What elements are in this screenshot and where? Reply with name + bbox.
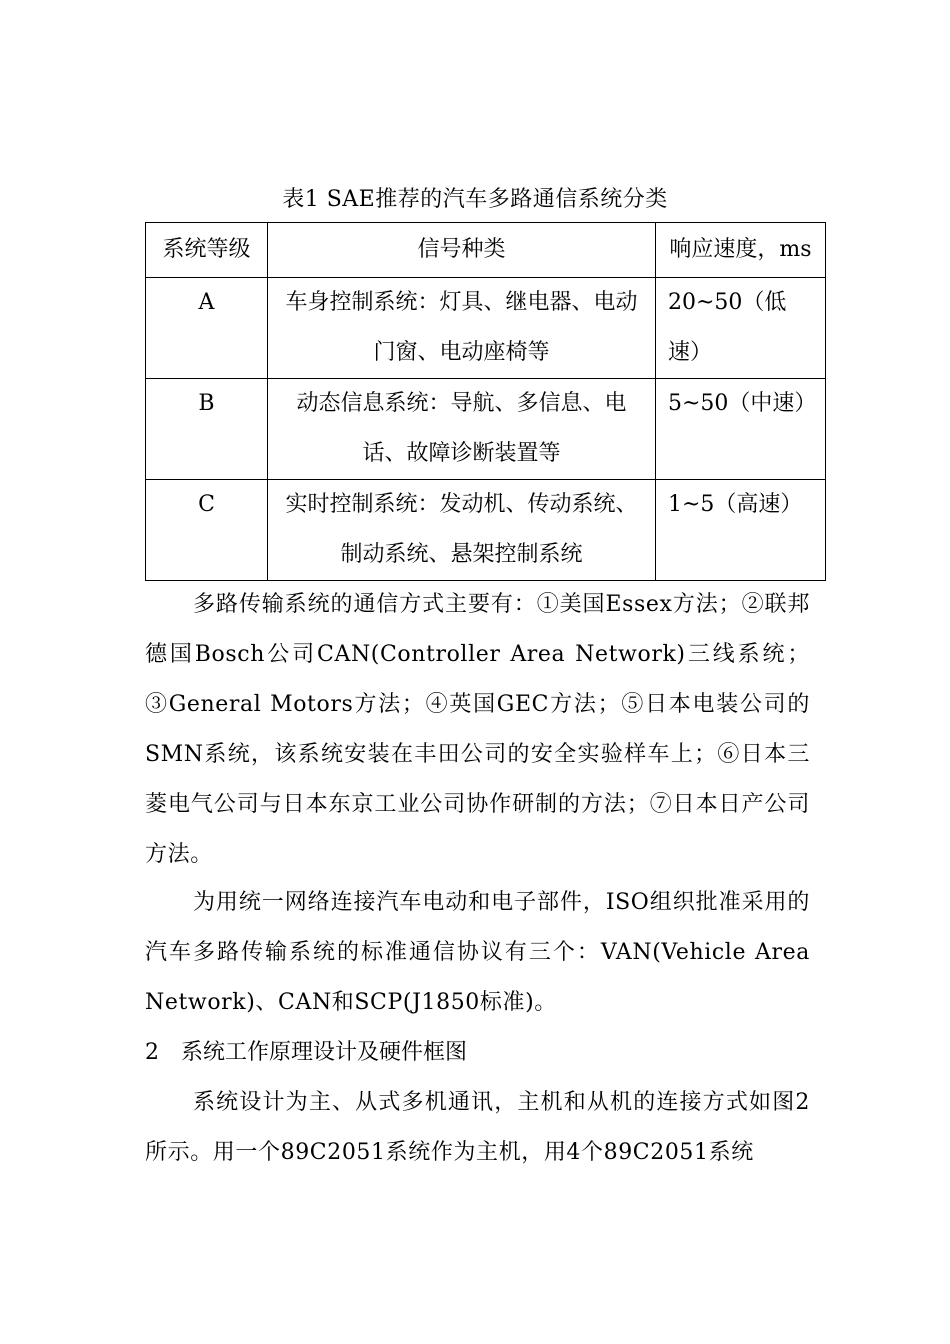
- table-row: [146, 379, 826, 480]
- section-title: 系统工作原理设计及硬件框图: [181, 1040, 468, 1065]
- header-level: 系统等级: [146, 223, 268, 278]
- cell-level: C: [146, 480, 268, 581]
- table-row: [146, 278, 826, 379]
- table-caption: 表1 SAE推荐的汽车多路通信系统分类: [282, 187, 668, 212]
- cell-level: B: [146, 379, 268, 480]
- cell-level: A: [146, 278, 268, 379]
- table-header-row: [146, 223, 826, 278]
- header-signal: 信号种类: [268, 223, 656, 278]
- cell-speed: 1~5（高速）: [656, 480, 826, 581]
- paragraph-iso-protocols: 为用统一网络连接汽车电动和电子部件，ISO组织批准采用的汽车多路传输系统的标准通信协议有三个：VAN(Vehicle Area Network)、CAN和SCP(J1850标准)。: [145, 890, 810, 1015]
- cell-speed: 20~50（低速）: [656, 278, 826, 379]
- paragraph-communication-methods: 多路传输系统的通信方式主要有：①美国Essex方法；②联邦德国Bosch公司CAN(Controller Area Network)三线系统；③General Motors方法；④英国GEC方法；⑤日本电装公司的SMN系统，该系统安装在丰田公司的安全实验样车上；⑥日本三菱电气公司与日本东京工业公司协作研制的方法；⑦日本日产公司方法。: [145, 592, 810, 867]
- paragraph-system-design: 系统设计为主、从式多机通讯，主机和从机的连接方式如图2所示。用一个89C2051系统作为主机，用4个89C2051系统: [145, 1090, 810, 1165]
- cell-signal: 车身控制系统：灯具、继电器、电动门窗、电动座椅等: [268, 278, 656, 379]
- cell-signal: 动态信息系统：导航、多信息、电话、故障诊断装置等: [268, 379, 656, 480]
- section-number: 2: [145, 1040, 159, 1065]
- header-speed: 响应速度，ms: [656, 223, 826, 278]
- cell-signal: 实时控制系统：发动机、传动系统、制动系统、悬架控制系统: [268, 480, 656, 581]
- cell-speed: 5~50（中速）: [656, 379, 826, 480]
- table-row: [146, 480, 826, 581]
- classification-table: [145, 222, 826, 581]
- section-heading: [145, 1028, 810, 1078]
